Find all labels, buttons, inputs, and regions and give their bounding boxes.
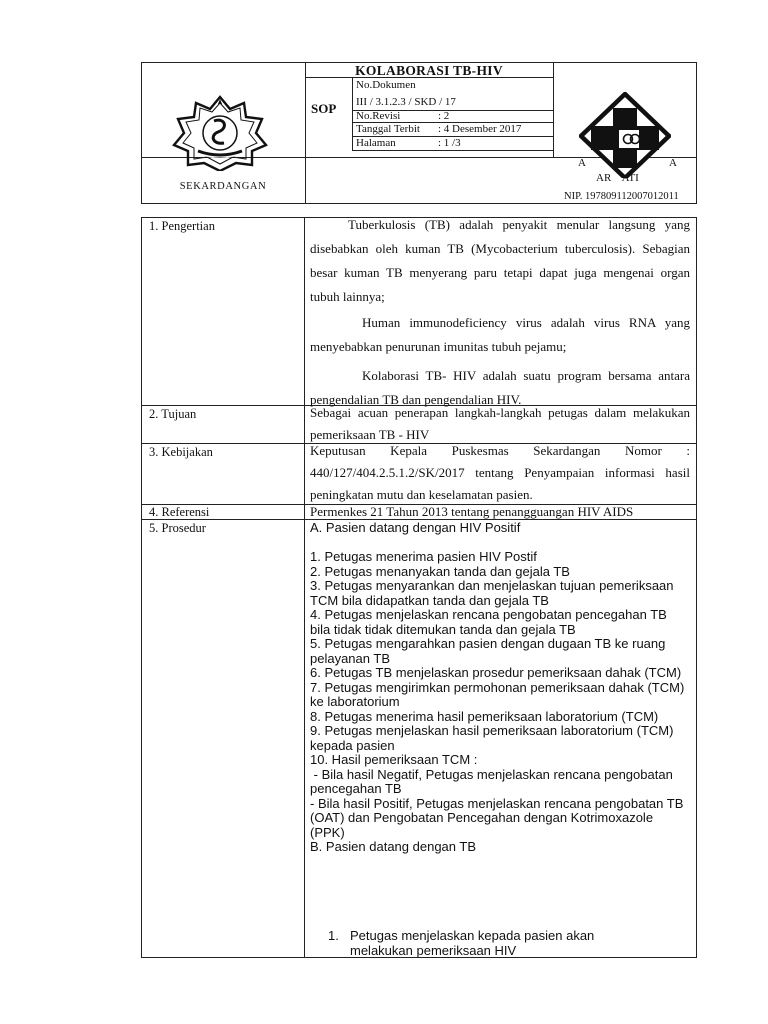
procedure-steps-a [310,550,686,855]
procedure-step: 10. Hasil pemeriksaan TCM : [310,752,478,767]
regency-emblem-logo [168,95,272,171]
procedure-step: 8. Petugas menerima hasil pemeriksaan laboratorium (TCM) [310,708,659,724]
procedure-step: 5. Petugas mengarahkan pasien dengan dugaan TB ke ruang pelayanan TB [310,636,666,666]
procedure-section-b-title: B. Pasien datang dengan TB [310,839,476,854]
issue-date-label: Tanggal Terbit [356,123,420,135]
signer-name: AR ATI [596,172,639,184]
row-label-prosedur: 5. Prosedur [149,521,206,535]
page-label: Halaman [356,137,396,149]
document-title: KOLABORASI TB-HIV [355,63,503,78]
doc-number-value: III / 3.1.2.3 / SKD / 17 [356,96,456,108]
signer-nip: NIP. 197809112007012011 [564,191,679,202]
row-label-referensi: 4. Referensi [149,505,210,519]
issue-date-value: : 4 Desember 2017 [438,123,522,135]
step-text: Petugas menjelaskan kepada pasien akan melakukan pemeriksaan HIV [350,928,595,958]
policy-text: Keputusan Kepala Puskesmas Sekardangan Nomor : 440/127/404.2.5.1.2/SK/2017 tentang Penyampaian informasi hasil peningkatan mutu dan keselamatan pasien. [310,443,690,502]
doc-number-label: No.Dokumen [356,79,416,91]
revision-label: No.Revisi [356,110,401,122]
procedure-substep: - Bila hasil Negatif, Petugas menjelaskan rencana pengobatan pencegahan TB [310,766,677,796]
signer-partial-right: A [669,157,677,169]
step-number: 1. [328,928,339,943]
signer-partial-left: A [578,157,586,169]
reference-text: Permenkes 21 Tahun 2013 tentang penangguangan HIV AIDS [310,504,634,519]
revision-value: : 2 [438,110,450,122]
procedure-step: 4. Petugas menjelaskan rencana pengobatan pencegahan TB bila tidak tidak ditemukan tanda dan gejala TB [310,607,667,637]
procedure-step: 2. Petugas menanyakan tanda dan gejala TB [310,563,570,579]
procedure-step: 3. Petugas menyarankan dan menjelaskan tujuan pemeriksaan TCM bila didapatkan tanda dan gejala TB [310,578,674,608]
purpose-text: Sebagai acuan penerapan langkah-langkah petugas dalam melakukan pemeriksaan TB - HIV [310,405,690,442]
procedure-steps-b [328,929,658,958]
procedure-step: 6. Petugas TB menjelaskan prosedur pemeriksaan dahak (TCM) [310,665,682,680]
definition-tb-paragraph: Tuberkulosis (TB) adalah penyakit menular langsung yang disebabkan oleh kuman TB (Mycobacterium tuberculosis). Sebagian besar kuman TB menyerang paru tetapi dapat juga mengenai organ tubuh lainnya; [310,217,690,304]
page-value: : 1 /3 [438,137,461,149]
definition-hiv-paragraph: Human immunodeficiency virus adalah virus RNA yang menyebabkan penurunan imunitas tubuh pejamu; [310,315,690,354]
procedure-substep: - Bila hasil Positif, Petugas menjelaskan rencana pengobatan TB (OAT) dan Pengobatan Pencegahan dengan Kotrimoxazole (PPK) [310,795,684,840]
procedure-step [328,929,658,958]
procedure-step: 7. Petugas mengirimkan permohonan pemeriksaan dahak (TCM) ke laboratorium [310,679,685,709]
puskesmas-cross-logo [579,92,671,178]
sop-label: SOP [311,101,337,116]
procedure-step: 9. Petugas menjelaskan hasil pemeriksaan laboratorium (TCM) kepada pasien [310,723,674,753]
row-label-tujuan: 2. Tujuan [149,407,197,421]
definition-collaboration-paragraph: Kolaborasi TB- HIV adalah suatu program bersama antara pengendalian TB dan pengendalian HIV. [310,368,690,407]
row-label-kebijakan: 3. Kebijakan [149,445,213,459]
org-name: SEKARDANGAN [179,181,267,192]
row-label-pengertian: 1. Pengertian [149,219,215,233]
procedure-section-a-title: A. Pasien datang dengan HIV Positif [310,520,521,535]
procedure-step: 1. Petugas menerima pasien HIV Postif [310,549,537,564]
